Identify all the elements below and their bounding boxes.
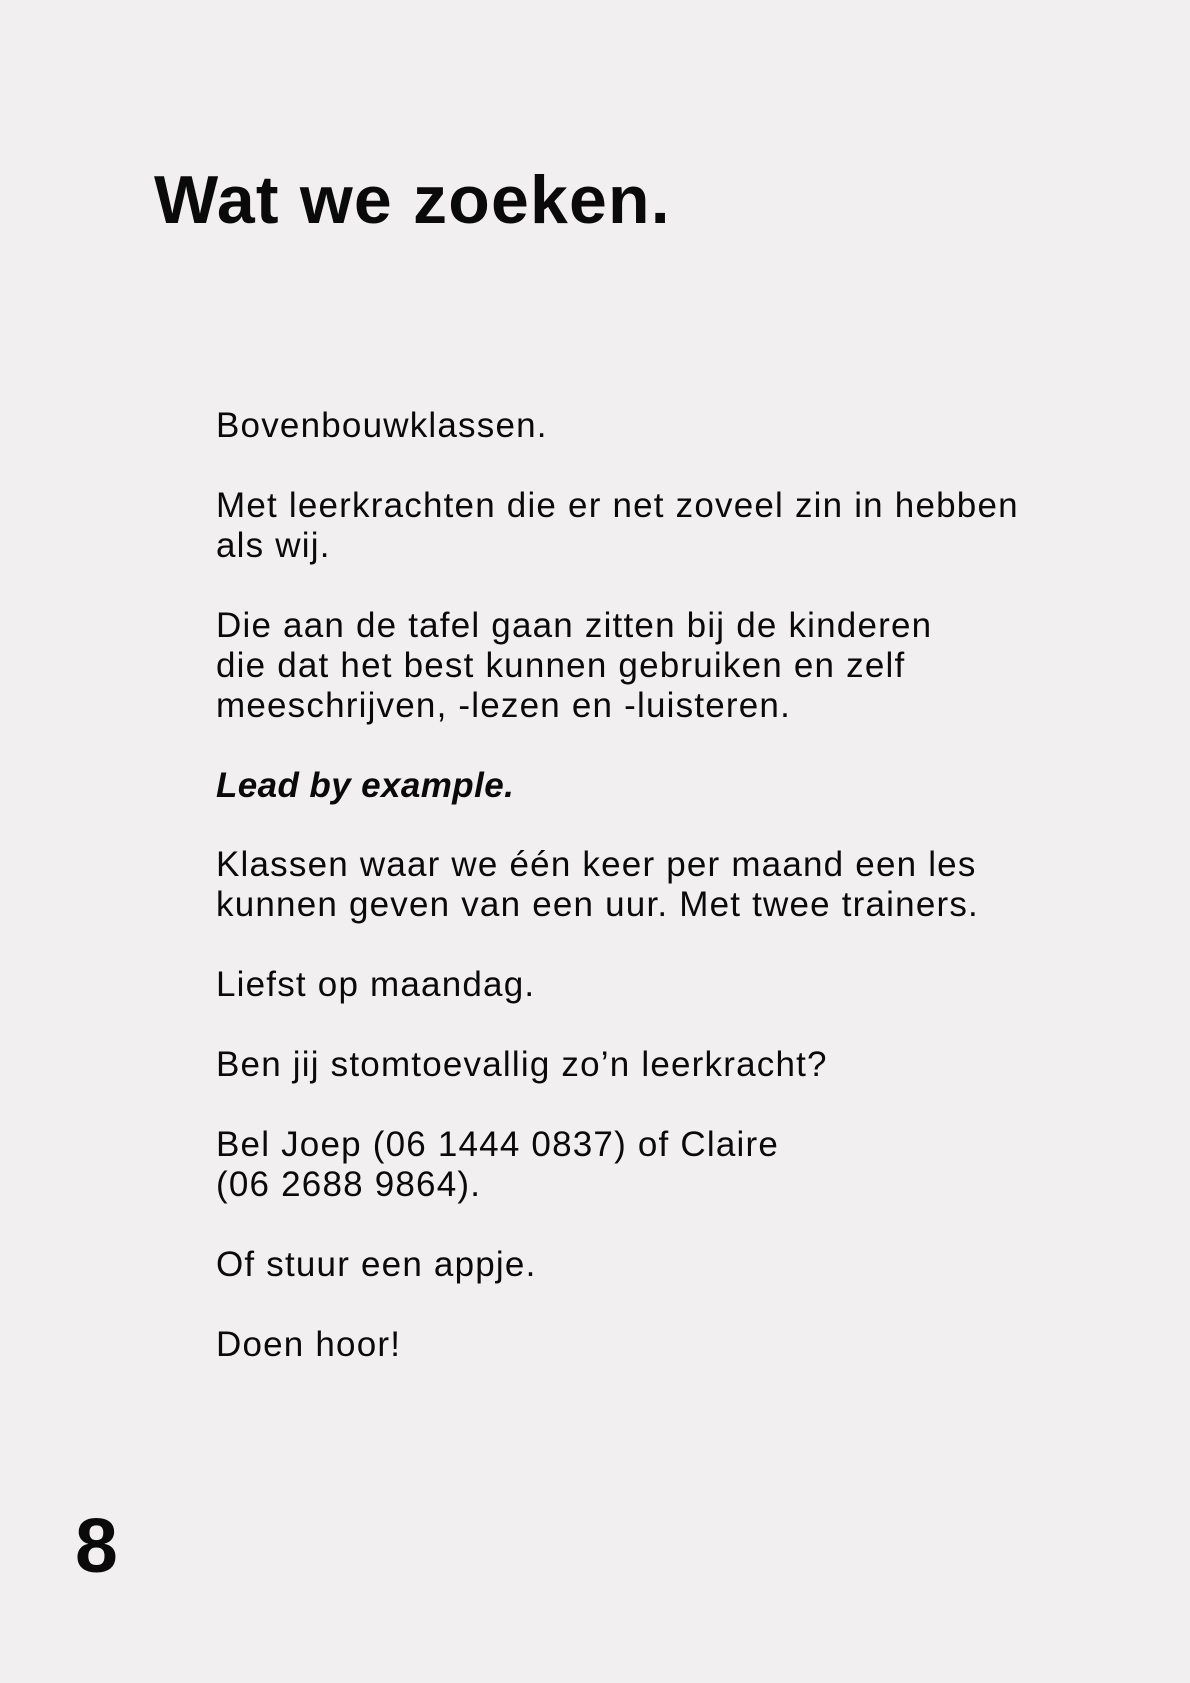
text-line: (06 2688 9864).	[216, 1165, 482, 1204]
text-line: Of stuur een appje.	[216, 1244, 537, 1284]
text-line: meeschrijven, -lezen en -luisteren.	[216, 685, 792, 725]
paragraph-preferred-day	[216, 965, 1116, 1005]
paragraph-send-app	[216, 1245, 1116, 1285]
paragraph-closing	[216, 1325, 1116, 1365]
text-line: Klassen waar we één keer per maand een les	[216, 845, 977, 885]
text-line: Bel Joep (06 1444 0837) of Claire	[216, 1125, 779, 1165]
emphasis-text: Lead by example.	[216, 765, 515, 805]
paragraph-contact-phone	[216, 1125, 1116, 1205]
paragraph-question	[216, 1045, 1116, 1085]
paragraph-teachers	[216, 486, 1116, 566]
text-line: Die aan de tafel gaan zitten bij de kinderen	[216, 605, 933, 645]
paragraph-at-the-table	[216, 606, 1116, 726]
paragraph-lead-by-example	[216, 766, 1116, 806]
text-line: Doen hoor!	[216, 1324, 402, 1364]
page-number: 8	[75, 1503, 118, 1589]
body-text	[216, 406, 1116, 1405]
text-line: die dat het best kunnen gebruiken en zelf	[216, 645, 906, 685]
text-line: als wij.	[216, 525, 331, 565]
text-line: Met leerkrachten die er net zoveel zin in hebben	[216, 485, 1019, 525]
text-line: kunnen geven van een uur. Met twee trainers.	[216, 885, 979, 925]
paragraph-monthly-lesson	[216, 845, 1116, 925]
page-title: Wat we zoeken.	[154, 162, 671, 238]
paragraph-classes	[216, 406, 1116, 446]
text-line: Bovenbouwklassen.	[216, 406, 548, 445]
text-line: Liefst op maandag.	[216, 965, 536, 1005]
text-line: Ben jij stomtoevallig zo’n leerkracht?	[216, 1045, 828, 1085]
